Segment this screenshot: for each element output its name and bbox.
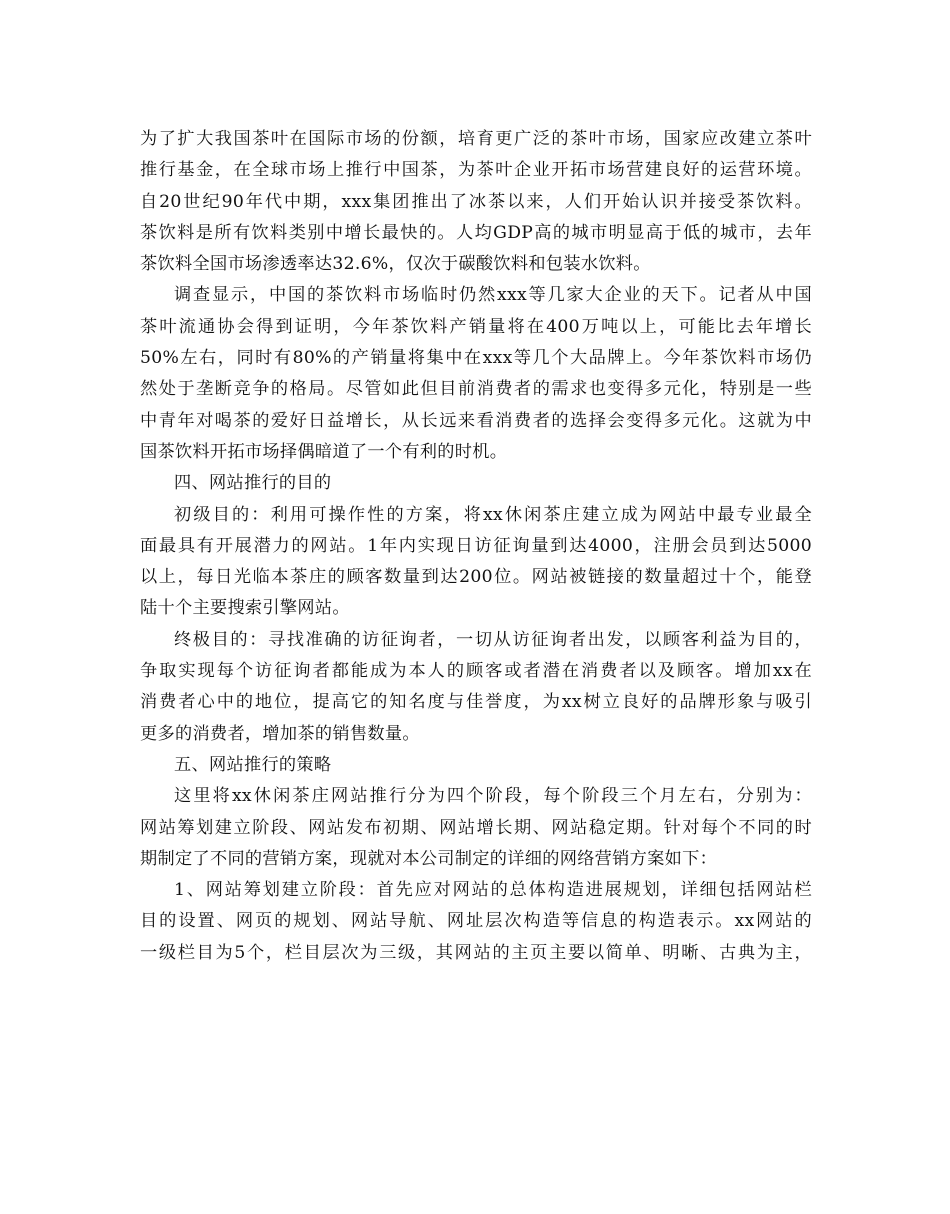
text-line: 调查显示，中国的茶饮料市场临时仍然xxx等几家大企业的天下。记者从中国 (174, 285, 812, 306)
document-body (140, 124, 812, 969)
text-line: 以上，每日光临本茶庄的顾客数量到达200位。网站被链接的数量超过十个，能登 (140, 567, 812, 588)
text-line: 争取实现每个访征询者都能成为本人的顾客或者潜在消费者以及顾客。增加xx在 (140, 661, 812, 682)
text-line: 期制定了不同的营销方案，现就对本公司制定的详细的网络营销方案如下： (140, 848, 718, 869)
text-line: 终极目的：寻找准确的访征询者，一切从访征询者出发，以顾客利益为目的， (174, 629, 812, 650)
section-heading: 五、网站推行的策略 (174, 754, 332, 775)
text-line: 陆十个主要搜索引擎网站。 (140, 598, 350, 619)
text-line: 自20世纪90年代中期，xxx集团推出了冰茶以来，人们开始认识并接受茶饮料。 (140, 191, 812, 212)
text-line: 一级栏目为5个，栏目层次为三级，其网站的主页主要以简单、明晰、古典为主， (140, 942, 812, 963)
text-line: 目的设置、网页的规划、网站导航、网址层次构造等信息的构造表示。xx网站的 (140, 911, 812, 932)
text-line: 茶饮料全国市场渗透率达32.6%，仅次于碳酸饮料和包装水饮料。 (140, 254, 651, 275)
text-line: 这里将xx休闲茶庄网站推行分为四个阶段，每个阶段三个月左右，分别为： (174, 786, 812, 807)
text-line: 网站筹划建立阶段、网站发布初期、网站增长期、网站稳定期。针对每个不同的时 (140, 817, 812, 838)
section-heading: 四、网站推行的目的 (174, 473, 332, 494)
text-line: 茶饮料是所有饮料类别中增长最快的。人均GDP高的城市明显高于低的城市，去年 (140, 222, 812, 243)
text-line: 茶叶流通协会得到证明，今年茶饮料产销量将在400万吨以上，可能比去年增长 (140, 316, 812, 337)
text-line: 50%左右，同时有80%的产销量将集中在xxx等几个大品牌上。今年茶饮料市场仍 (140, 348, 812, 369)
text-line: 国茶饮料开拓市场择偶暗道了一个有利的时机。 (140, 441, 508, 462)
text-line: 更多的消费者，增加茶的销售数量。 (140, 723, 420, 744)
text-line: 消费者心中的地位，提高它的知名度与佳誉度，为xx树立良好的品牌形象与吸引 (140, 692, 812, 713)
text-line: 推行基金，在全球市场上推行中国茶，为茶叶企业开拓市场营建良好的运营环境。 (140, 160, 812, 181)
text-line: 初级目的：利用可操作性的方案，将xx休闲茶庄建立成为网站中最专业最全 (174, 504, 812, 525)
text-line: 中青年对喝茶的爱好日益增长，从长远来看消费者的选择会变得多元化。这就为中 (140, 410, 812, 431)
text-line: 面最具有开展潜力的网站。1年内实现日访征询量到达4000，注册会员到达5000 (140, 535, 812, 556)
text-line: 为了扩大我国茶叶在国际市场的份额，培育更广泛的茶叶市场，国家应改建立茶叶 (140, 129, 812, 149)
text-line: 然处于垄断竞争的格局。尽管如此但目前消费者的需求也变得多元化，特别是一些 (140, 379, 812, 400)
text-line: 1、网站筹划建立阶段：首先应对网站的总体构造进展规划，详细包括网站栏 (174, 880, 812, 901)
